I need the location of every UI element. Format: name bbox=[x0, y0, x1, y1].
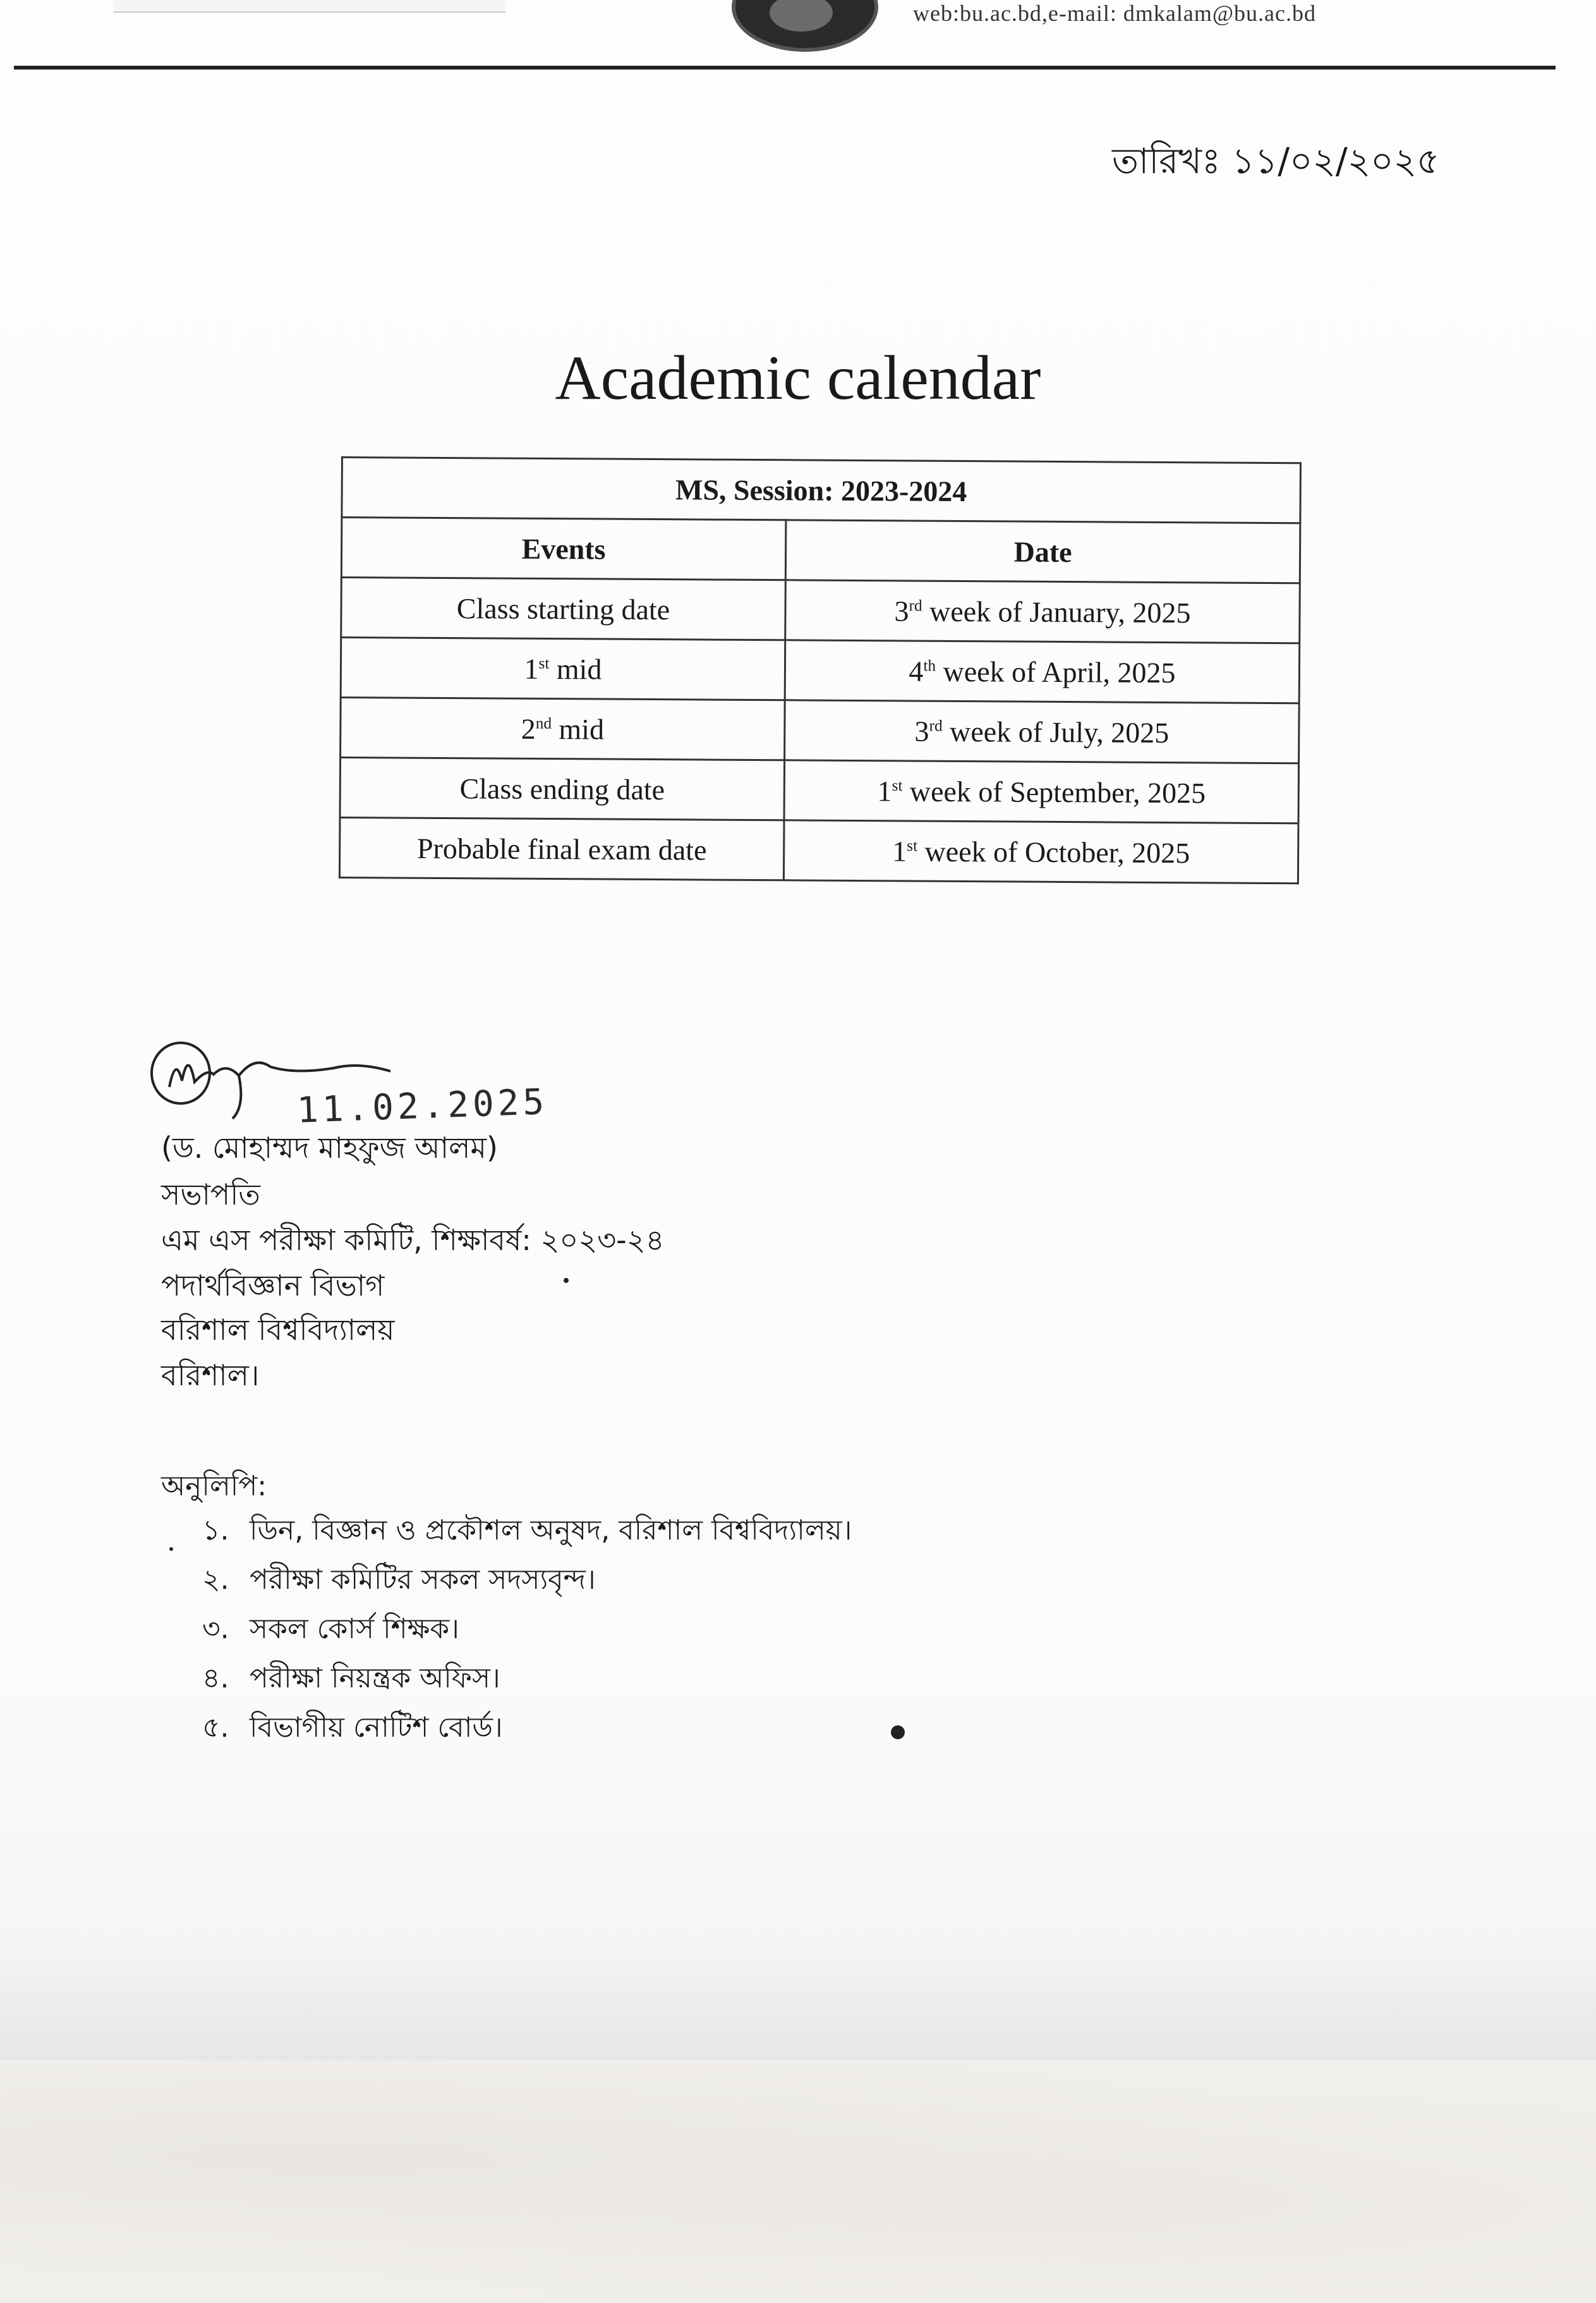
list-item: ৫. বিভাগীয় নোটিশ বোর্ড। bbox=[202, 1711, 503, 1744]
date-cell: 3rd week of January, 2025 bbox=[785, 580, 1300, 643]
page-title: Academic calendar bbox=[555, 343, 1041, 413]
ink-speck bbox=[169, 1547, 173, 1551]
table-row bbox=[339, 817, 1298, 883]
table-row bbox=[341, 698, 1300, 763]
signatory-designation: সভাপতি bbox=[161, 1177, 260, 1212]
table-row bbox=[340, 758, 1299, 823]
copies-list bbox=[202, 1509, 852, 1756]
university-line: বরিশাল বিশ্ববিদ্যালয় bbox=[161, 1313, 395, 1347]
header-contact: web:bu.ac.bd,e-mail: dmkalam@bu.ac.bd bbox=[913, 1, 1316, 26]
copies-title: অনুলিপি: bbox=[161, 1470, 267, 1502]
date-cell: 3rd week of July, 2025 bbox=[785, 700, 1300, 763]
table-row bbox=[341, 578, 1300, 643]
list-item: ২. পরীক্ষা কমিটির সকল সদস্যবৃন্দ। bbox=[202, 1564, 596, 1596]
list-item: ৪. পরীক্ষা নিয়ন্ত্রক অফিস। bbox=[202, 1662, 500, 1694]
background-surface bbox=[0, 2060, 1596, 2303]
calendar-table bbox=[339, 456, 1302, 884]
list-item: ১. ডিন, বিজ্ঞান ও প্রকৌশল অনুষদ, বরিশাল বিশ্ববিদ্যালয়। bbox=[202, 1514, 852, 1546]
date-line: তারিখঃ ১১/০২/২০২৫ bbox=[1112, 141, 1440, 182]
ink-speck bbox=[564, 1278, 569, 1283]
list-item: ৩. সকল কোর্স শিক্ষক। bbox=[202, 1613, 459, 1645]
date-cell: 1st week of September, 2025 bbox=[784, 760, 1299, 823]
event-cell: Class ending date bbox=[340, 758, 785, 820]
letterhead-strip bbox=[114, 0, 505, 13]
city-line: বরিশাল। bbox=[161, 1358, 260, 1392]
date-cell: 4th week of April, 2025 bbox=[785, 640, 1300, 703]
event-cell: Class starting date bbox=[341, 578, 786, 640]
header-date: Date bbox=[785, 520, 1300, 583]
event-cell: Probable final exam date bbox=[339, 817, 784, 880]
table-header-row bbox=[341, 518, 1300, 583]
signature-date: 11.02.2025 bbox=[296, 1081, 549, 1131]
table-row bbox=[341, 638, 1300, 703]
date-cell: 1st week of October, 2025 bbox=[783, 820, 1298, 884]
committee-line: এম এস পরীক্ষা কমিটি, শিক্ষাবর্ষ: ২০২৩-২৪ bbox=[161, 1223, 665, 1257]
event-cell: 1st mid bbox=[341, 638, 785, 700]
table-caption-row bbox=[342, 458, 1301, 523]
signatory-name: (ড. মোহাম্মদ মাহফুজ আলম) bbox=[161, 1131, 498, 1165]
header-rule bbox=[14, 66, 1556, 70]
event-cell: 2nd mid bbox=[341, 698, 785, 760]
department-line: পদার্থবিজ্ঞান বিভাগ bbox=[161, 1268, 385, 1303]
header-events: Events bbox=[341, 518, 786, 580]
ink-speck bbox=[891, 1725, 905, 1739]
table-caption: MS, Session: 2023-2024 bbox=[342, 458, 1301, 523]
